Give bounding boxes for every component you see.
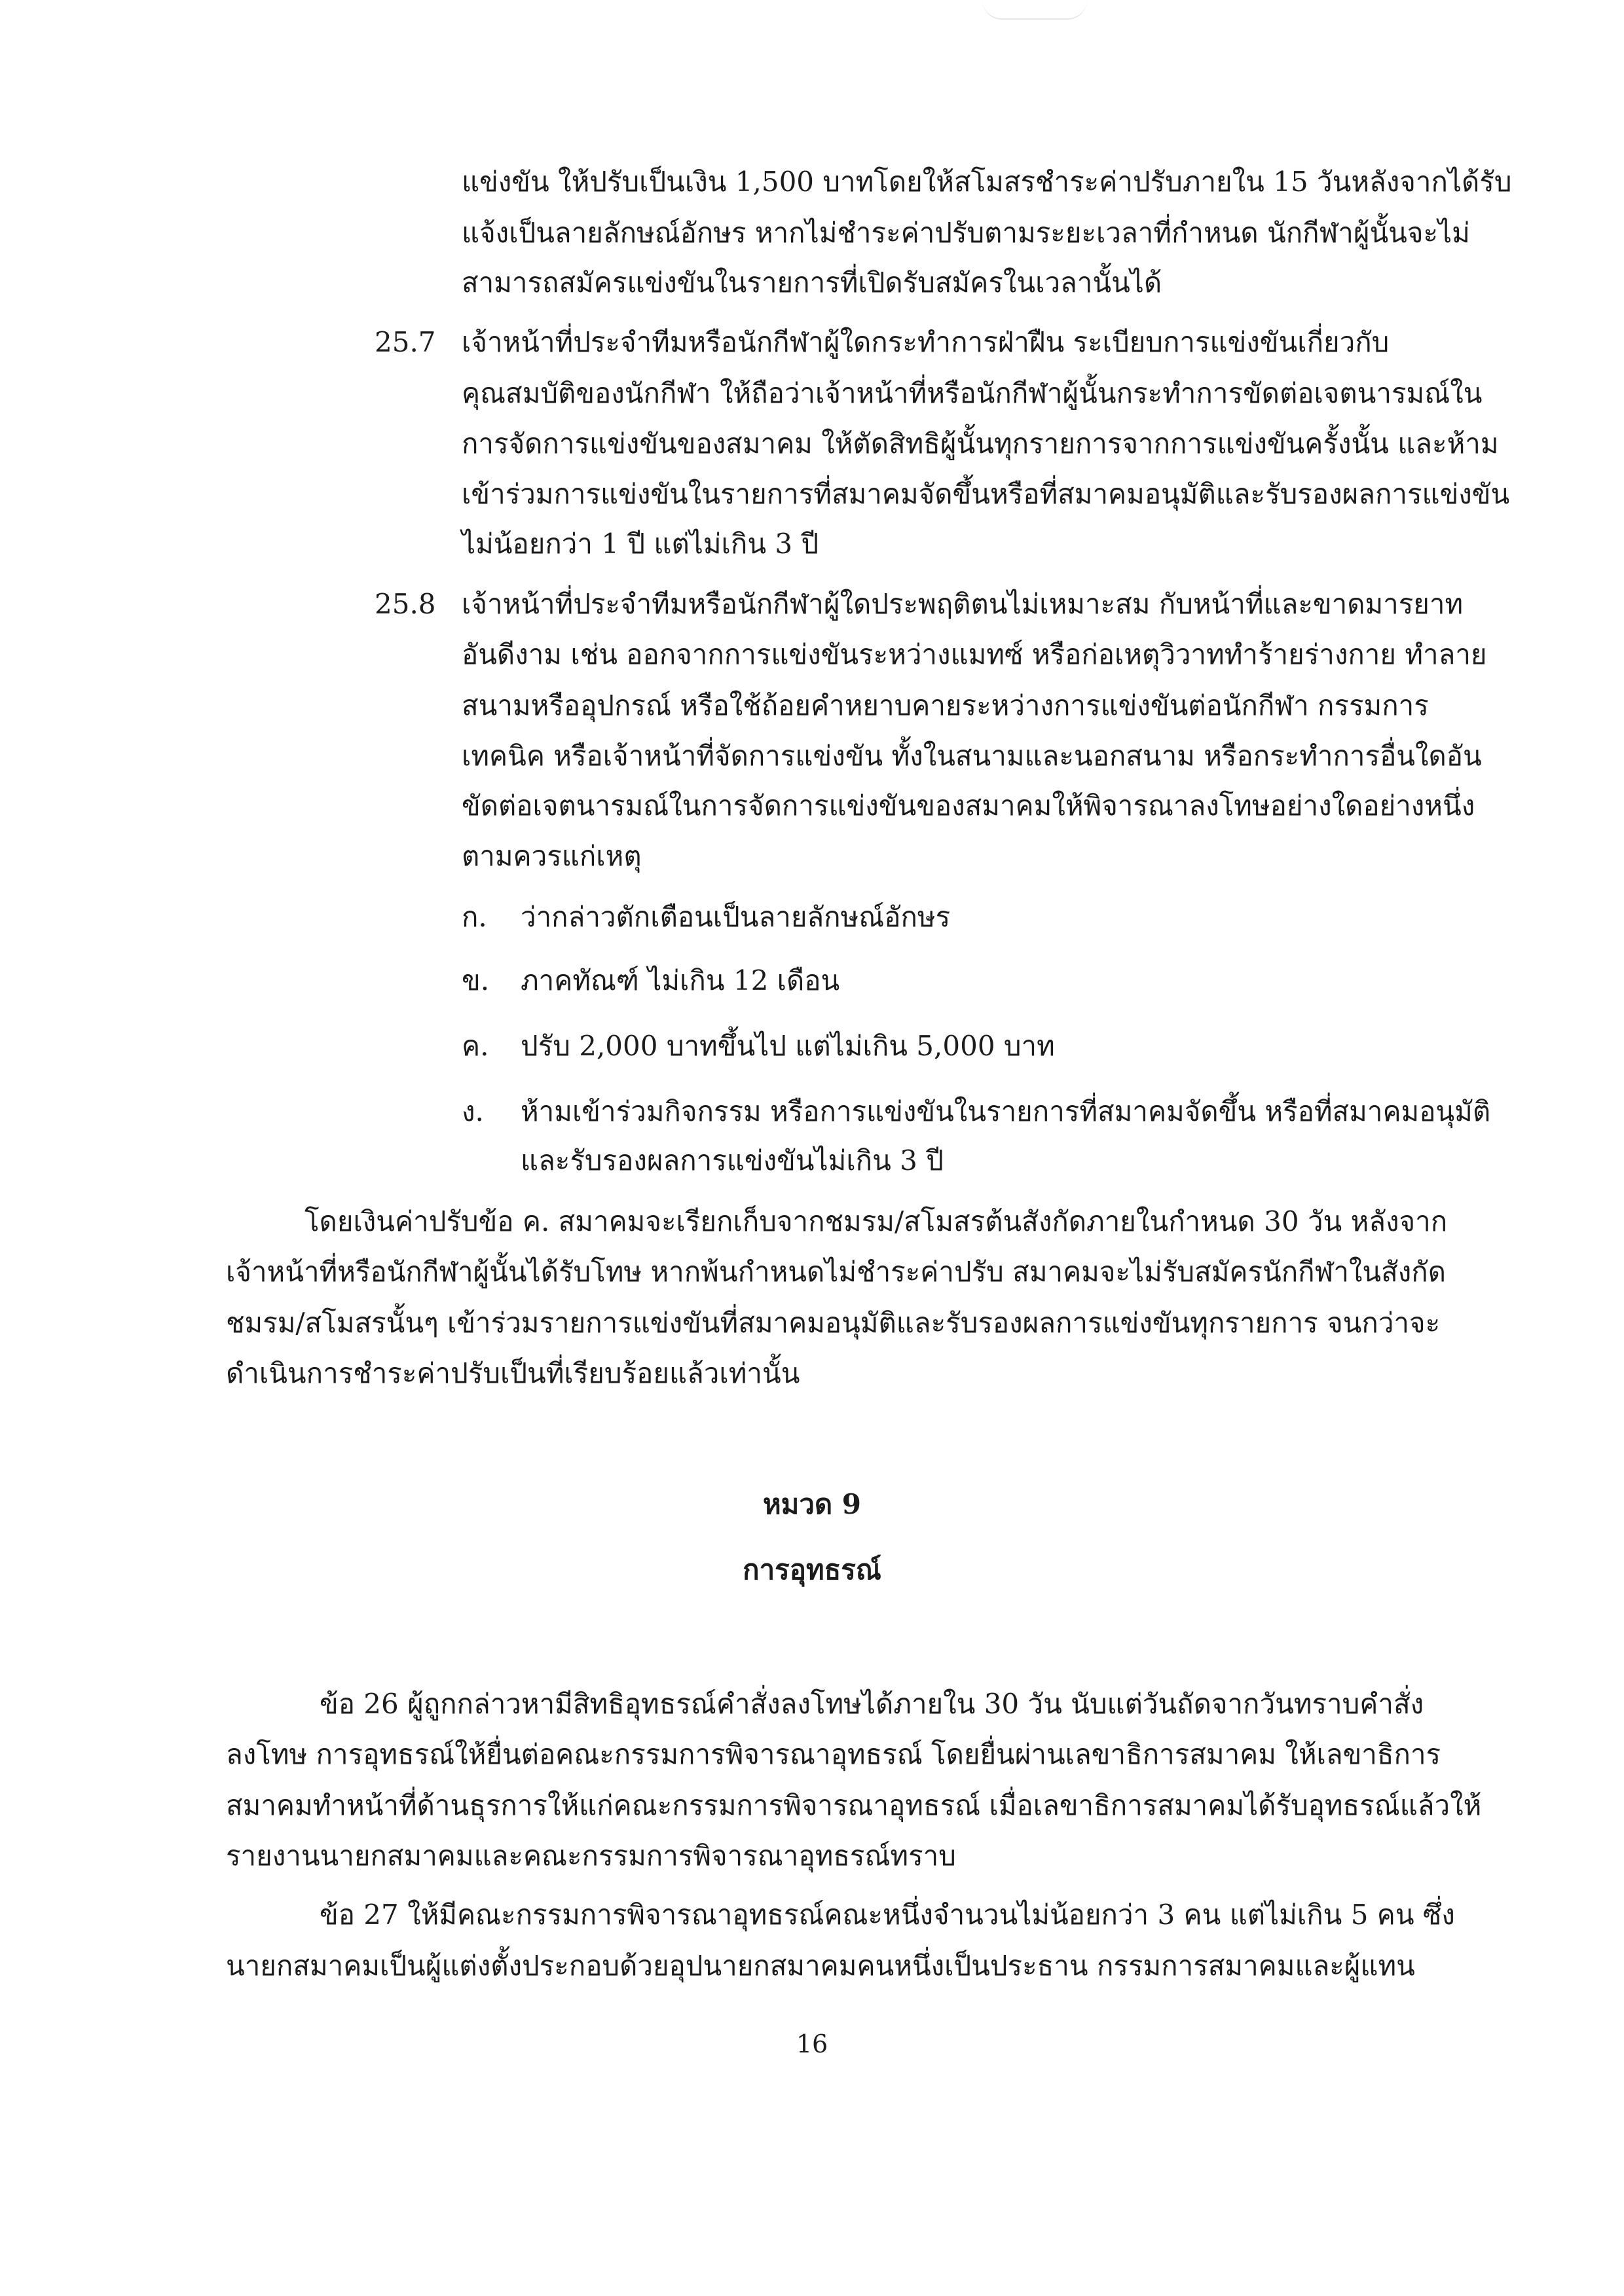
clause-line: เข้าร่วมการแข่งขันในรายการที่สมาคมจัดขึ้นหรือที่สมาคมอนุมัติและรับรองผลการแข่งขัน [462, 478, 1510, 510]
article-line: สมาคมทำหน้าที่ด้านธุรการให้แก่คณะกรรมการพิจารณาอุทธรณ์ เมื่อเลขาธิการสมาคมได้รับอุทธรณ์แล้วให้ [226, 1789, 1482, 1821]
paragraph-line: เจ้าหน้าที่หรือนักกีฬาผู้นั้นได้รับโทษ หากพ้นกำหนดไม่ชำระค่าปรับ สมาคมจะไม่รับสมัครนักกีฬาในสังกัด [226, 1256, 1446, 1288]
article-line: ข้อ 27 ให้มีคณะกรรมการพิจารณาอุทธรณ์คณะหนึ่งจำนวนไม่น้อยกว่า 3 คน แต่ไม่เกิน 5 คน ซึ่ง [320, 1899, 1455, 1931]
penalty-item-text: และรับรองผลการแข่งขันไม่เกิน 3 ปี [521, 1144, 944, 1176]
paragraph-line: ดำเนินการชำระค่าปรับเป็นที่เรียบร้อยแล้วเท่านั้น [226, 1357, 800, 1389]
penalty-item-text: ปรับ 2,000 บาทขึ้นไป แต่ไม่เกิน 5,000 บาท [521, 1030, 1055, 1062]
clause-line: คุณสมบัติของนักกีฬา ให้ถือว่าเจ้าหน้าที่หรือนักกีฬาผู้นั้นกระทำการขัดต่อเจตนารมณ์ใน [462, 377, 1483, 409]
penalty-item-label: ก. [462, 901, 487, 933]
clause-line: ไม่น้อยกว่า 1 ปี แต่ไม่เกิน 3 ปี [462, 528, 819, 560]
clause-line: อันดีงาม เช่น ออกจากการแข่งขันระหว่างแมทซ์ หรือก่อเหตุวิวาททำร้ายร่างกาย ทำลาย [462, 638, 1487, 670]
chapter-number: หมวด 9 [762, 1488, 862, 1520]
clause-line: การจัดการแข่งขันของสมาคม ให้ตัดสิทธิผู้นั้นทุกรายการจากการแข่งขันครั้งนั้น และห้าม [462, 428, 1499, 460]
clause-line: เจ้าหน้าที่ประจำทีมหรือนักกีฬาผู้ใดประพฤติตนไม่เหมาะสม กับหน้าที่และขาดมารยาท [462, 588, 1464, 620]
article-line: รายงานนายกสมาคมและคณะกรรมการพิจารณาอุทธรณ์ทราบ [226, 1840, 956, 1872]
scan-edge-mark [982, 0, 1087, 20]
chapter-title: การอุทธรณ์ [743, 1554, 881, 1586]
clause-number: 25.7 [375, 326, 436, 358]
article-line: นายกสมาคมเป็นผู้แต่งตั้งประกอบด้วยอุปนายกสมาคมคนหนึ่งเป็นประธาน กรรมการสมาคมและผู้แทน [226, 1950, 1415, 1982]
continuation-line: แจ้งเป็นลายลักษณ์อักษร หากไม่ชำระค่าปรับตามระยะเวลาที่กำหนด นักกีฬาผู้นั้นจะไม่ [462, 217, 1470, 249]
clause-line: สนามหรืออุปกรณ์ หรือใช้ถ้อยคำหยาบคายระหว่างการแข่งขันต่อนักกีฬา กรรมการ [462, 689, 1429, 721]
clause-line: ตามควรแก่เหตุ [462, 840, 642, 872]
penalty-item-text: ว่ากล่าวตักเตือนเป็นลายลักษณ์อักษร [521, 901, 951, 933]
clause-line: ขัดต่อเจตนารมณ์ในการจัดการแข่งขันของสมาคมให้พิจารณาลงโทษอย่างใดอย่างหนึ่ง [462, 790, 1475, 822]
penalty-item-label: ค. [462, 1030, 489, 1062]
article-line: ข้อ 26 ผู้ถูกกล่าวหามีสิทธิอุทธรณ์คำสั่งลงโทษได้ภายใน 30 วัน นับแต่วันถัดจากวันทราบคำสั่ง [320, 1688, 1424, 1720]
continuation-line: สามารถสมัครแข่งขันในรายการที่เปิดรับสมัครในเวลานั้นได้ [462, 266, 1162, 299]
clause-line: เจ้าหน้าที่ประจำทีมหรือนักกีฬาผู้ใดกระทำการฝ่าฝืน ระเบียบการแข่งขันเกี่ยวกับ [462, 326, 1390, 358]
clause-number: 25.8 [375, 588, 436, 620]
continuation-line: แข่งขัน ให้ปรับเป็นเงิน 1,500 บาทโดยให้สโมสรชำระค่าปรับภายใน 15 วันหลังจากได้รับ [462, 166, 1512, 198]
paragraph-line: ชมรม/สโมสรนั้นๆ เข้าร่วมรายการแข่งขันที่สมาคมอนุมัติและรับรองผลการแข่งขันทุกรายการ จนกว่าจะ [226, 1307, 1441, 1339]
paragraph-line: โดยเงินค่าปรับข้อ ค. สมาคมจะเรียกเก็บจากชมรม/สโมสรต้นสังกัดภายในกำหนด 30 วัน หลังจาก [304, 1205, 1448, 1237]
article-line: ลงโทษ การอุทธรณ์ให้ยื่นต่อคณะกรรมการพิจารณาอุทธรณ์ โดยยื่นผ่านเลขาธิการสมาคม ให้เลขาธิการ [226, 1738, 1441, 1770]
penalty-item-text: ภาคทัณฑ์ ไม่เกิน 12 เดือน [521, 964, 840, 996]
penalty-item-text: ห้ามเข้าร่วมกิจกรรม หรือการแข่งขันในรายการที่สมาคมจัดขึ้น หรือที่สมาคมอนุมัติ [521, 1095, 1491, 1127]
page-number: 16 [796, 2030, 828, 2058]
clause-line: เทคนิค หรือเจ้าหน้าที่จัดการแข่งขัน ทั้งในสนามและนอกสนาม หรือกระทำการอื่นใดอัน [462, 740, 1482, 772]
penalty-item-label: ข. [462, 964, 490, 996]
penalty-item-label: ง. [462, 1095, 484, 1127]
